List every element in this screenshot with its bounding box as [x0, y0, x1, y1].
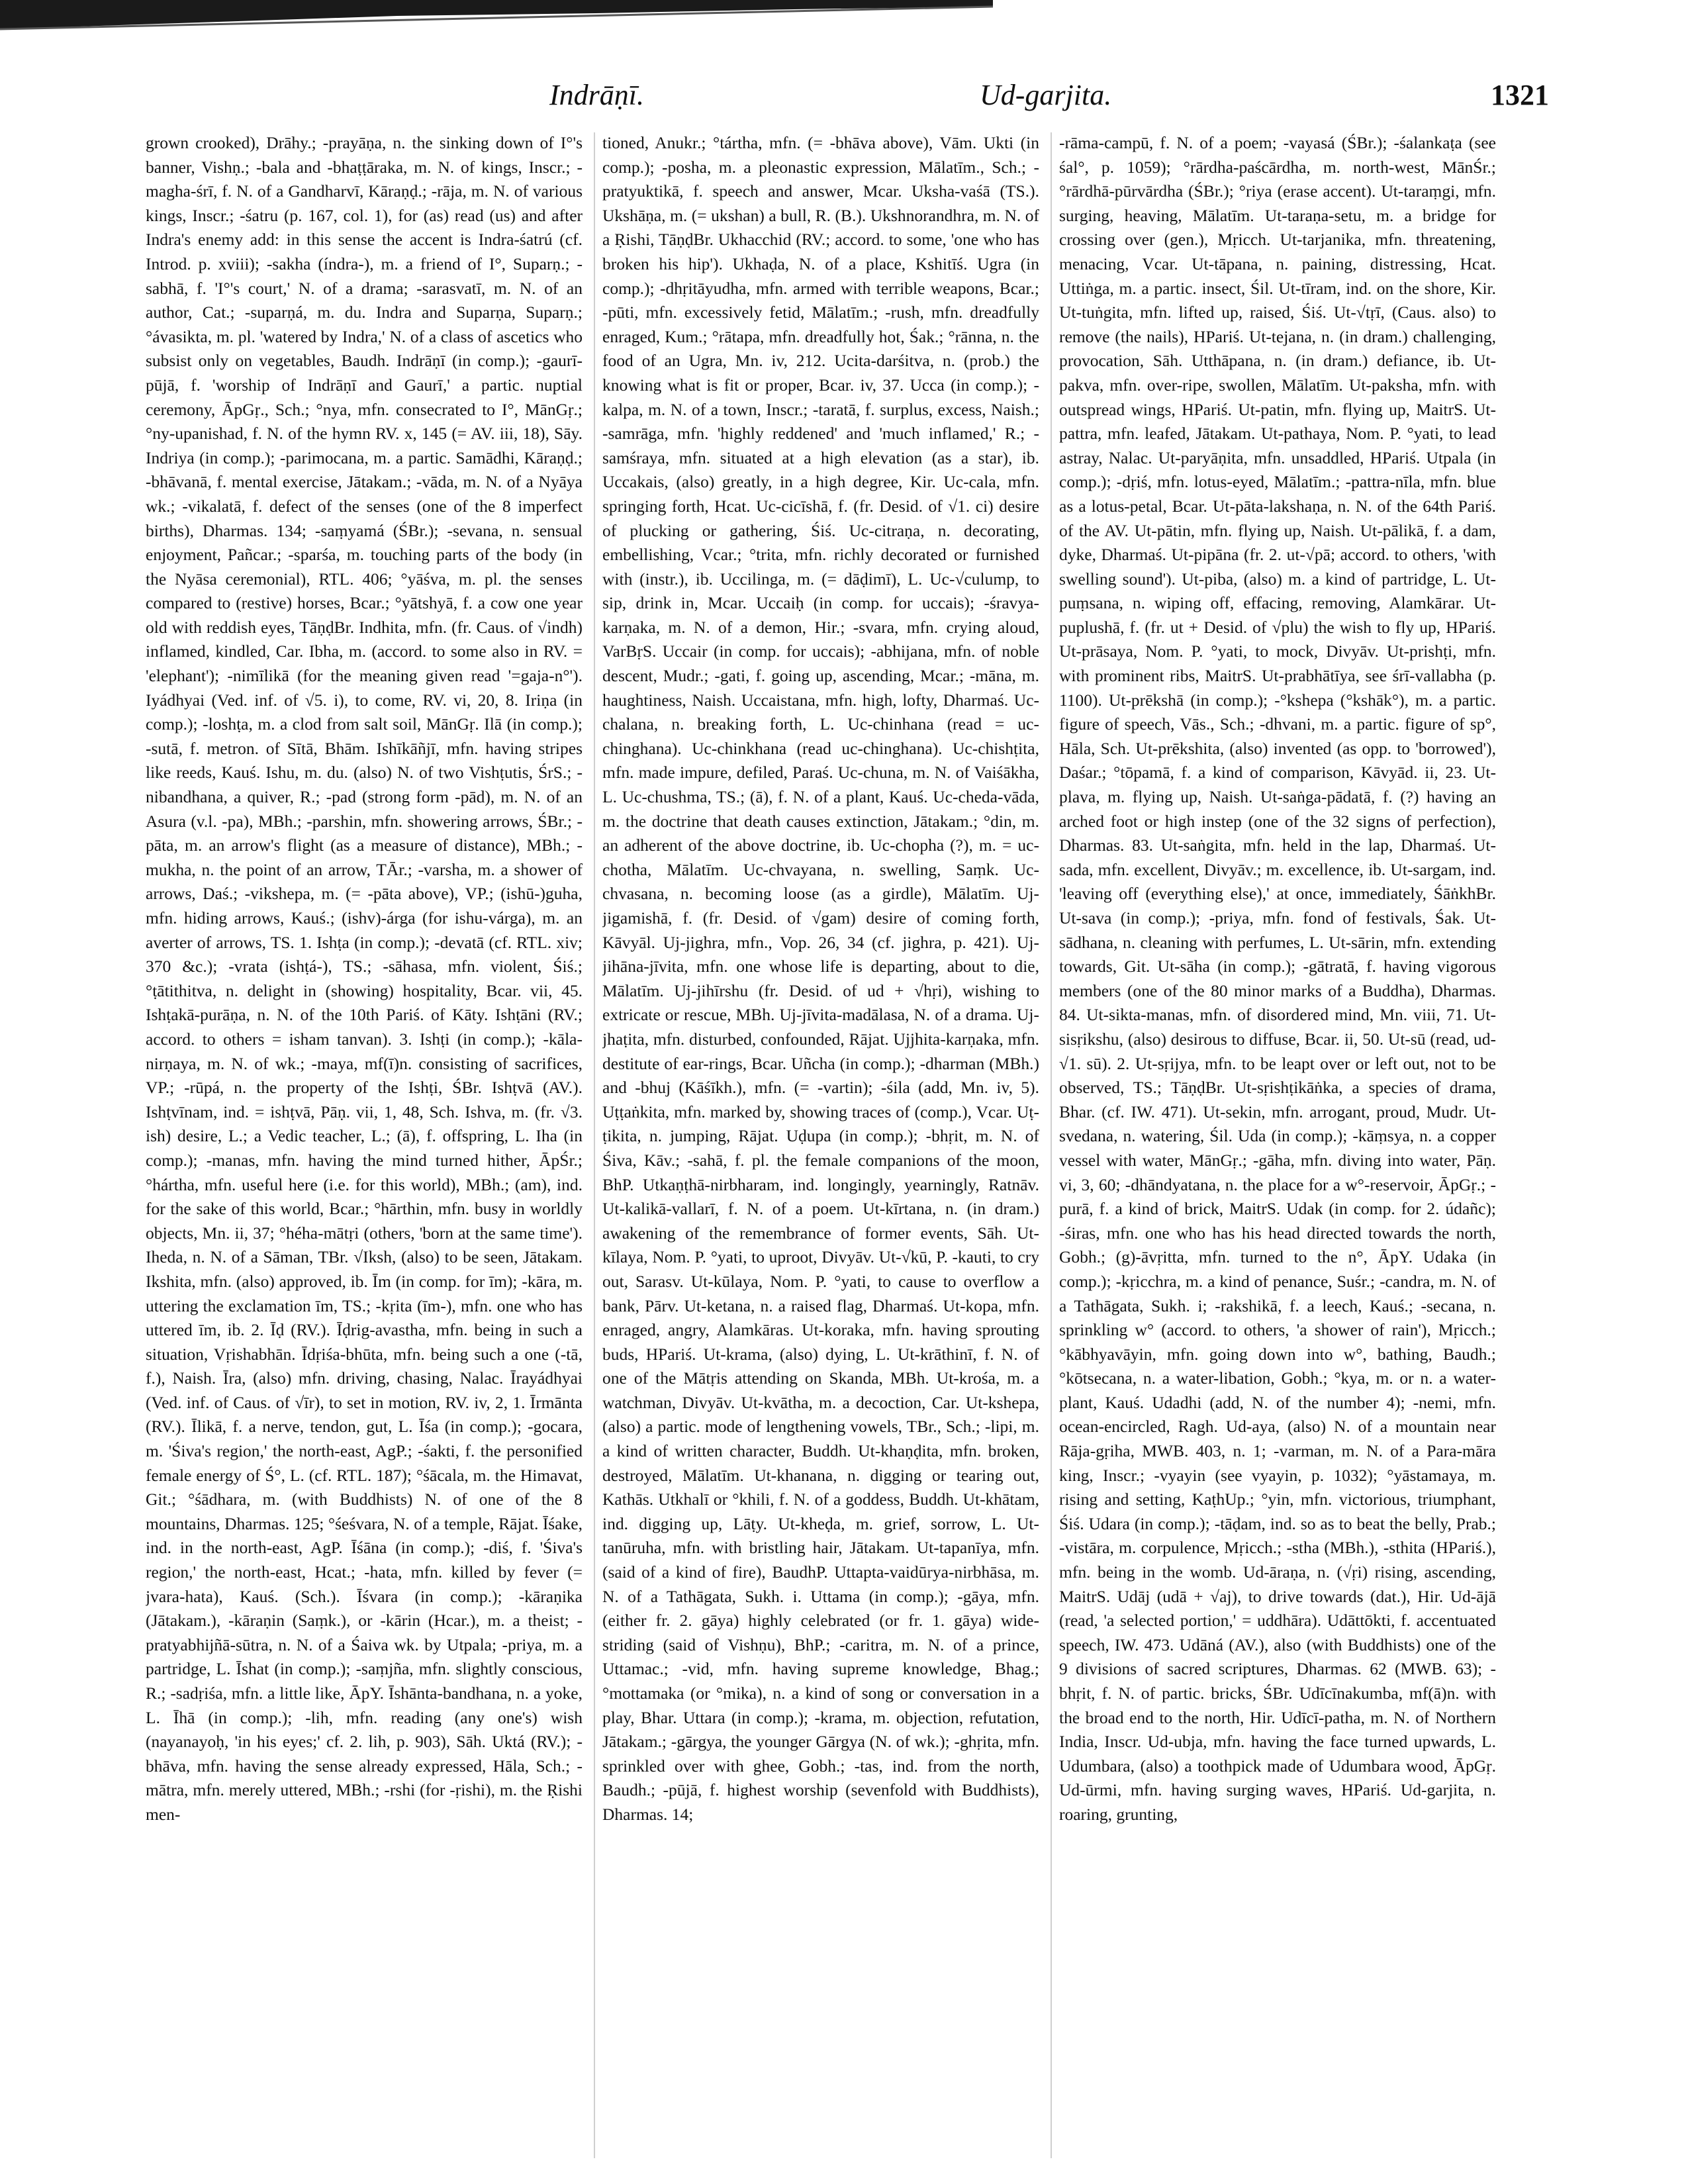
header-first-word: Indrāṇī. — [549, 79, 644, 111]
column-1-text: grown crooked), Drāhy.; -prayāṇa, n. the sinking down of I°'s banner, Vishṇ.; -bala and -bhaṭṭāraka, m. N. of kings, Inscr.; -magha-śrī, f. N. of a Gandharvī, Kāraṇḍ.; -rāja, m. N. of various kings, Inscr.; -śatru (p. 167, col. 1), for (as) read (us) and after Indra's enemy add: in this sense the accent is Indra-śatrú (cf. Introd. p. xviii); -sakha (índra-), m. a friend of I°, Suparṇ.; -sabhā, f. 'I°'s court,' N. of a drama; -sarasvatī, m. N. of an author, Cat.; -suparṇá, m. du. Indra and Suparṇa, Suparṇ.; °ávasikta, m. pl. 'watered by Indra,' N. of a class of ascetics who subsist only on vegetables, Baudh. Indrāṇī (in comp.); -gaurī-pūjā, f. 'worship of Indrāṇī and Gaurī,' a partic. nuptial ceremony, ĀpGṛ., Sch.; °nya, mfn. consecrated to I°, MānGṛ.; °ny-upanishad, f. N. of the hymn RV. x, 145 (= AV. iii, 18), Sāy. Indriya (in comp.); -parimocana, m. a partic. Samādhi, Kāraṇḍ.; -bhāvanā, f. mental exercise, Jātakam.; -vāda, m. N. of a Nyāya wk.; -vikalatā, f. defect of the senses (one of the 8 imperfect births), Dharmas. 134; -saṃyamá (ŚBr.); -sevana, n. sensual enjoyment, Pañcar.; -sparśa, m. touching parts of the body (in the Nyāsa ceremonial), RTL. 406; °yāśva, m. pl. the senses compared to (restive) horses, Bcar.; °yātshyā, f. a cow one year old with reddish eyes, TāṇḍBr. Indhita, mfn. (fr. Caus. of √indh) inflamed, kindled, Car. Ibha, m. (accord. to some also in RV. = 'elephant'); -nimīlikā (for the meaning given read '=gaja-n°'). Iyádhyai (Ved. inf. of √5. i), to come, RV. vi, 20, 8. Iriṇa (in comp.); -loshṭa, m. a clod from salt soil, MānGṛ. Ilā (in comp.); -sutā, f. metron. of Sītā, Bhām. Ishīkāñjī, mfn. having stripes like reeds, Kauś. Ishu, m. du. (also) N. of two Vishṭutis, ŚrS.; -nibandhana, a quiver, R.; -pad (strong form -pād), m. N. of an Asura (v.l. -pa), MBh.; -parshin, mfn. showering arrows, ŚBr.; -pāta, m. an arrow's flight (as a measure of distance), MBh.; -mukha, n. the point of an arrow, TĀr.; -varsha, m. a shower of arrows, Daś.; -vikshepa, m. (= -pāta above), VP.; (ishū-)guha, mfn. hiding arrows, Kauś.; (ishv)-árga (for ishu-várga), m. an averter of arrows, TS. 1. Ishṭa (in comp.); -devatā (cf. RTL. xiv; 370 &c.); -vrata (ishṭá-), TS.; -sāhasa, mfn. violent, Śiś.; °ṭātithitva, n. delight in (showing) hospitality, Bcar. vii, 45. Ishṭakā-purāṇa, n. N. of the 10th Pariś. of Kāty. Ishṭāni (RV.; accord. to others = isham tanvan). 3. Ishṭi (in comp.); -kāla-nirṇaya, m. N. of wk.; -maya, mf(ī)n. consisting of sacrifices, VP.; -rūpá, n. the property of the Ishṭi, ŚBr. Ishṭvā (AV.). Ishṭvīnam, ind. = ishṭvā, Pāṇ. vii, 1, 48, Sch. Ishva, m. (fr. √3. ish) desire, L.; a Vedic teacher, L.; (ā), f. offspring, L. Iha (in comp.); -manas, mfn. having the mind turned hither, ĀpŚr.; °hártha, mfn. useful here (i.e. for this world), MBh.; (am), ind. for the sake of this world, Bcar.; °hārthin, mfn. busy in worldly objects, Mn. ii, 37; °héha-mātṛi (others, 'born at the same time'). Iheda, n. N. of a Sāman, TBr. √Iksh, (also) to be seen, Jātakam. Ikshita, mfn. (also) approved, ib. Īm (in comp. for īm); -kāra, m. uttering the exclamation īm, TS.; -kṛita (īm-), mfn. one who has uttered īm, ib. 2. Īḍ (RV.). Īḍrig-avastha, mfn. being in such a situation, Vṛishabhān. Īdṛiśa-bhūta, mfn. being such a one (-tā, f.), Naish. Īra, (also) mfn. driving, chasing, Nalac. Īrayádhyai (Ved. inf. of Caus. of √īr), to set in motion, RV. iv, 2, 1. Īrmānta (RV.). Īlikā, f. a nerve, tendon, gut, L. Īśa (in comp.); -gocara, m. 'Śiva's region,' the north-east, AgP.; -śakti, f. the personified female energy of Ś°, L. (cf. RTL. 187); °śācala, m. the Himavat, Git.; °śādhara, m. (with Buddhists) N. of one of the 8 mountains, Dharmas. 125; °śeśvara, N. of a temple, Rājat. Īśake, ind. in the north-east, AgP. Īśāna (in comp.); -diś, f. 'Śiva's region,' the north-east, Hcat.; -hata, mfn. killed by fever (= jvara-hata), Kauś. (Sch.). Īśvara (in comp.); -kāraṇika (Jātakam.), -kāraṇin (Saṃk.), or -kārin (Hcar.), m. a theist; -pratyabhijñā-sūtra, n. N. of a Śaiva wk. by Utpala; -priya, m. a partridge, L. Īshat (in comp.); -saṃjña, mfn. slightly conscious, R.; -sadṛiśa, mfn. a little like, ĀpY. Īshānta-bandhana, n. a yoke, L. Īhā (in comp.); -lih, mfn. reading (any one's) wish (nayanayoḥ, 'in his eyes;' cf. 2. lih, p. 903), Sāh. Uktá (RV.); -bhāva, mfn. having the sense already expressed, Hāla, Sch.; -mātra, mfn. merely uttered, MBh.; -rshi (for -ṛishi), m. the Ṛishi men- — [146, 133, 583, 1824]
column-2 — [602, 131, 1039, 2157]
page-header — [146, 78, 1549, 124]
scanned-binding-edge — [0, 0, 993, 40]
header-last-word: Ud-garjita. — [980, 79, 1112, 111]
column-3-text: -rāma-campū, f. N. of a poem; -vayasá (ŚBr.); -śalankaṭa (see śal°, p. 1059); °rārdha-paścārdha, m. north-west, MānŚr.; °rārdhā-pūrvārdha (ŚBr.); °riya (erase accent). Ut-taraṃgi, mfn. surging, heaving, Mālatīm. Ut-taraṇa-setu, m. a bridge for crossing over (gen.), Mṛicch. Ut-tarjanika, mfn. threatening, menacing, Vcar. Ut-tāpana, n. paining, distressing, Hcat. Uttiṅga, m. a partic. insect, Śil. Ut-tīram, ind. on the shore, Kir. Ut-tuṅgita, mfn. lifted up, raised, Śiś. Ut-√tṛī, (Caus. also) to remove (the nails), HPariś. Ut-tejana, n. (in dram.) challenging, provocation, Sāh. Utthāpana, n. (in dram.) defiance, ib. Ut-pakva, mfn. over-ripe, swollen, Mālatīm. Ut-paksha, mfn. with outspread wings, HPariś. Ut-patin, mfn. flying up, MaitrS. Ut-pattra, mfn. leafed, Jātakam. Ut-pathaya, Nom. P. °yati, to lead astray, Nalac. Ut-paryāṇita, mfn. unsaddled, HPariś. Utpala (in comp.); -dṛiś, mfn. lotus-eyed, Mālatīm.; -pattra-nīla, mfn. blue as a lotus-petal, Bcar. Ut-pāta-lakshaṇa, n. N. of the 64th Pariś. of the AV. Ut-pātin, mfn. flying up, Naish. Ut-pālikā, f. a dam, dyke, Dharmaś. Ut-pipāna (fr. 2. ut-√pā; accord. to others, 'with swelling sound'). Ut-piba, (also) m. a kind of partridge, L. Ut-puṃsana, n. wiping off, effacing, removing, Alamkārar. Ut-puplushā, f. (fr. ut + Desid. of √plu) the wish to fly up, HPariś. Ut-prāsaya, Nom. P. °yati, to mock, Divyāv. Ut-prishṭi, mfn. with prominent ribs, MaitrS. Ut-prabhātīya, see śrī-vallabha (p. 1100). Ut-prēkshā (in comp.); -°kshepa (°kshāk°), m. a partic. figure of speech, Vās., Sch.; -dhvani, m. a partic. figure of sp°, Hāla, Sch. Ut-prēkshita, (also) invented (as opp. to 'borrowed'), Daśar.; °tōpamā, f. a kind of comparison, Kāvyād. ii, 23. Ut-plava, m. flying up, Naish. Ut-saṅga-pādatā, f. (?) having an arched foot or high instep (one of the 32 signs of perfection), Dharmas. 83. Ut-saṅgita, mfn. held in the lap, Dharmaś. Ut-sada, mfn. excellent, Divyāv.; m. excellence, ib. Ut-sargam, ind. 'leaving off (everything else),' at once, immediately, ŚāṅkhBr. Ut-sava (in comp.); -priya, mfn. fond of festivals, Śak. Ut-sādhana, n. cleaning with perfumes, L. Ut-sārin, mfn. extending towards, Git. Ut-sāha (in comp.); -gātratā, f. having vigorous members (one of the 80 minor marks of a Buddha), Dharmas. 84. Ut-sikta-manas, mfn. of disordered mind, Mn. viii, 71. Ut-sisṛikshu, (also) desirous to diffuse, Bcar. ii, 50. Ut-sū (read, ud-√1. sū). 2. Ut-sṛijya, mfn. to be leapt over or left out, not to be observed, TS.; TāṇḍBr. Ut-sṛishṭikāṅka, a species of drama, Bhar. (cf. IW. 471). Ut-sekin, mfn. arrogant, proud, Mudr. Ut-svedana, n. watering, Śil. Uda (in comp.); -kāṃsya, n. a copper vessel with water, MānGṛ.; -gāha, mfn. diving into water, Pāṇ. vi, 3, 60; -dhāndyatana, n. the place for a w°-reservoir, ĀpGṛ.; -purā, f. a kind of brick, MaitrS. Udak (in comp. for 2. údañc); -śiras, mfn. one who has his head directed towards the north, Gobh.; (g)-āvṛitta, mfn. turned to the n°, ĀpY. Udaka (in comp.); -kṛicchra, m. a kind of penance, Suśr.; -candra, m. N. of a Tathāgata, Sukh. i; -rakshikā, f. a leech, Kauś.; -secana, n. sprinkling w° (accord. to others, 'a shower of rain'), Mṛicch.; °kābhyavāyin, mfn. going down into w°, bathing, Baudh.; °kōtsecana, n. a water-libation, Gobh.; °kya, m. or n. a water-plant, Kauś. Udadhi (add, N. of the number 4); -nemi, mfn. ocean-encircled, Ragh. Ud-aya, (also) N. of a mountain near Rāja-gṛiha, MWB. 403, n. 1; -varman, m. N. of a Para-māra king, Inscr.; -vyayin (see vyayin, p. 1032); °yāstamaya, m. rising and setting, KaṭhUp.; °yin, mfn. victorious, triumphant, Śiś. Udara (in comp.); -tāḍam, ind. so as to beat the belly, Prab.; -vistāra, m. corpulence, Mṛicch.; -stha (MBh.), -sthita (HPariś.), mfn. being in the womb. Ud-āraṇa, n. (√ṛi) rising, ascending, MaitrS. Udāj (udā + √aj), to drive towards (dat.), Hir. Ud-ājā (read, 'a selected portion,' = uddhāra). Udāttōkti, f. accentuated speech, IW. 473. Udāná (AV.), also (with Buddhists) one of the 9 divisions of sacred scriptures, Dharmas. 62 (MWB. 63); -bhṛit, f. N. of partic. bricks, ŚBr. Udīcīnakumba, mf(ā)n. with the broad end to the north, Hir. Udīcī-patha, m. N. of Northern India, Inscr. Ud-ubja, mfn. having the face turned upwards, L. Udumbara, (also) a toothpick made of Udumbara wood, ĀpGṛ. Ud-ūrmi, mfn. having surging waves, HPariś. Ud-garjita, n. roaring, grunting, — [1059, 133, 1496, 1824]
column-3 — [1059, 131, 1496, 2157]
column-1 — [146, 131, 583, 2157]
page-number: 1321 — [1491, 79, 1549, 111]
column-2-text: tioned, Anukr.; °tártha, mfn. (= -bhāva above), Vām. Ukti (in comp.); -posha, m. a pleonastic expression, Mālatīm., Sch.; -pratyuktikā, f. speech and answer, Mcar. Uksha-vaśā (TS.). Ukshāṇa, m. (= ukshan) a bull, R. (B.). Ukshnorandhra, m. N. of a Ṛishi, TāṇḍBr. Ukhacchid (RV.; accord. to some, 'one who has broken his hip'). Ukhaḍa, N. of a place, Kshitīś. Ugra (in comp.); -dhṛitāyudha, mfn. armed with terrible weapons, Bcar.; -pūti, mfn. excessively fetid, Mālatīm.; -rush, mfn. dreadfully enraged, Kum.; °rātapa, mfn. dreadfully hot, Śak.; °rānna, n. the food of an Ugra, Mn. iv, 212. Ucita-darśitva, n. (prob.) the knowing what is fit or proper, Bcar. iv, 37. Ucca (in comp.); -kalpa, m. N. of a town, Inscr.; -taratā, f. surplus, excess, Naish.; -samrāga, mfn. 'highly reddened' and 'much inflamed,' R.; -samśraya, mfn. situated at a high elevation (as a star), ib. Uccakais, (also) greatly, in a high degree, Kir. Uc-cala, mfn. springing forth, Hcat. Uc-cicīshā, f. (fr. Desid. of √1. ci) desire of plucking or gathering, Śiś. Uc-citraṇa, n. decorating, embellishing, Vcar.; °trita, mfn. richly decorated or furnished with (instr.), ib. Uccilinga, m. (= dāḍimī), L. Uc-√culump, to sip, drink in, Mcar. Uccaiḥ (in comp. for uccais); -śravya-karṇaka, m. N. of a demon, Hir.; -svara, mfn. crying aloud, VarBṛS. Uccair (in comp. for uccais); -abhijana, mfn. of noble descent, Mudr.; -gati, f. going up, ascending, Mcar.; -māna, m. haughtiness, Naish. Uccaistana, mfn. high, lofty, Dharmaś. Uc-chalana, n. breaking forth, L. Uc-chinhana (read = uc-chinghana). Uc-chinkhana (read uc-chinghana). Uc-chishṭita, mfn. made impure, defiled, Paraś. Uc-chuna, m. N. of Vaiśākha, L. Uc-chushma, TS.; (ā), f. N. of a plant, Kauś. Uc-cheda-vāda, m. the doctrine that death causes extinction, Jātakam.; °din, m. an adherent of the above doctrine, ib. Uc-chopha (?), m. = uc-chotha, Mālatīm. Uc-chvayana, n. swelling, Saṃk. Uc-chvasana, n. becoming loose (as a girdle), Mālatīm. Uj-jigamishā, f. (fr. Desid. of √gam) desire of coming forth, Kāvyāl. Uj-jighra, mfn., Vop. 26, 34 (cf. jighra, p. 421). Uj-jihāna-jīvita, mfn. one whose life is departing, about to die, Mālatīm. Uj-jihīrshu (fr. Desid. of ud + √hṛi), wishing to extricate or rescue, MBh. Uj-jīvita-madālasa, N. of a drama. Uj-jhaṭita, mfn. disturbed, confounded, Rājat. Ujjhita-karṇaka, mfn. destitute of ear-rings, Bcar. Uñcha (in comp.); -dharman (MBh.) and -bhuj (Kāśīkh.), mfn. (= -vartin); -śila (add, Mn. iv, 5). Uṭṭaṅkita, mfn. marked by, showing traces of (comp.), Vcar. Uṭ-ṭikita, n. jumping, Rājat. Uḍupa (in comp.); -bhṛit, m. N. of Śiva, Kāv.; -sahā, f. pl. the female companions of the moon, BhP. Utkaṇṭhā-nirbharam, ind. longingly, yearningly, Ratnāv. Ut-kalikā-vallarī, f. N. of a poem. Ut-kīrtana, n. (in dram.) awakening of the remembrance of former events, Sāh. Ut-kīlaya, Nom. P. °yati, to uproot, Divyāv. Ut-√kū, P. -kauti, to cry out, Sarasv. Ut-kūlaya, Nom. P. °yati, to cause to overflow a bank, Pārv. Ut-ketana, n. a raised flag, Dharmaś. Ut-kopa, mfn. enraged, angry, Alamkāras. Ut-koraka, mfn. having sprouting buds, HPariś. Ut-krama, (also) dying, L. Ut-krāthinī, f. N. of one of the Mātṛis attending on Skanda, MBh. Ut-krośa, m. a watchman, Divyāv. Ut-kvātha, m. a decoction, Car. Ut-kshepa, (also) a partic. mode of lengthening vowels, TBr., Sch.; -lipi, m. a kind of written character, Buddh. Ut-khaṇḍita, mfn. broken, destroyed, Mālatīm. Ut-khanana, n. digging or tearing out, Kathās. Utkhalī or °khili, f. N. of a goddess, Buddh. Ut-khātam, ind. digging up, Lāṭy. Ut-kheḍa, m. grief, sorrow, L. Ut-tanūruha, mfn. with bristling hair, Jātakam. Ut-tapanīya, mfn. (said of a kind of fire), BaudhP. Uttapta-vaidūrya-nirbhāsa, m. N. of a Tathāgata, Sukh. i. Uttama (in comp.); -gāya, mfn. (either fr. 2. gāya) highly celebrated (or fr. 1. gāya) wide-striding (said of Vishṇu), BhP.; -caritra, m. N. of a prince, Uttamac.; -vid, mfn. having supreme knowledge, Bhag.; °mottamaka (or °mika), n. a kind of song or conversation in a play, Bhar. Uttara (in comp.); -krama, m. objection, refutation, Jātakam.; -gārgya, the younger Gārgya (N. of wk.); -ghṛita, mfn. sprinkled over with ghee, Gobh.; -tas, ind. from the north, Baudh.; -pūjā, f. highest worship (sevenfold with Buddhists), Dharmas. 14; — [602, 133, 1039, 1824]
entries-columns — [146, 131, 1549, 2157]
